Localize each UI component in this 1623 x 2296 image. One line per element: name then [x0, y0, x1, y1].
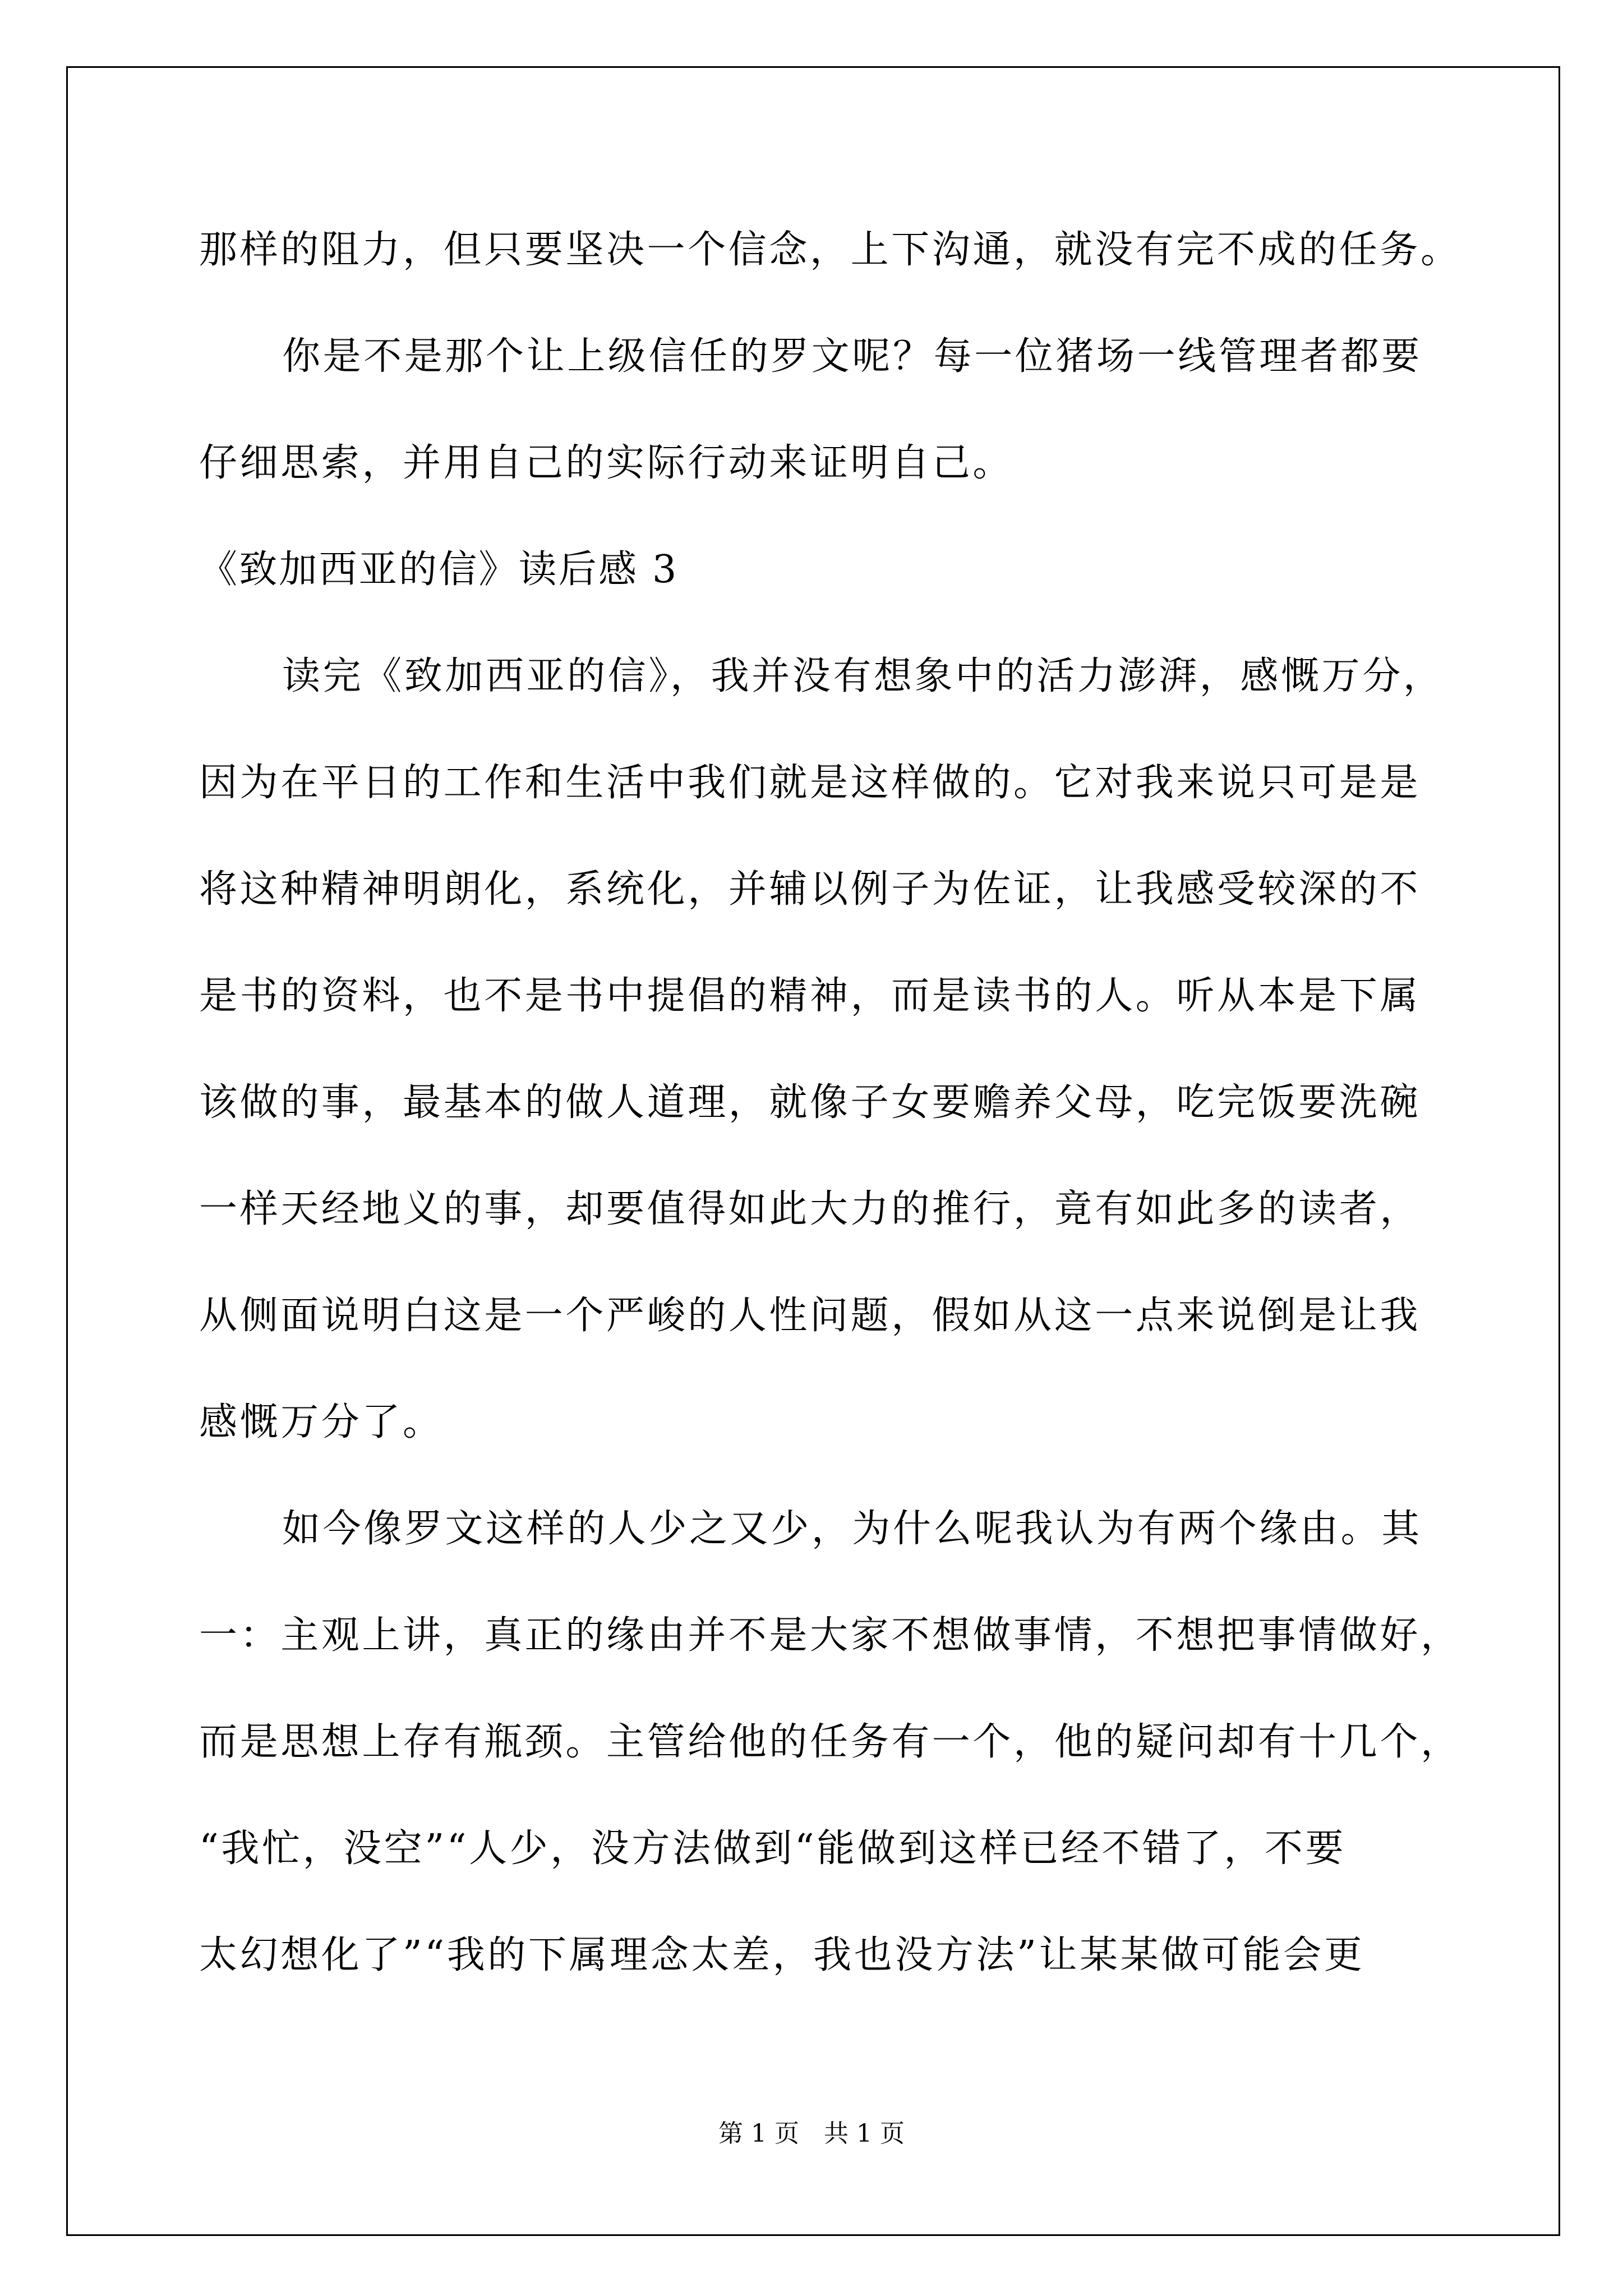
- paragraph-line: 如今像罗文这样的人少之又少，为什么呢我认为有两个缘由。其: [282, 1507, 1422, 1551]
- paragraph-line: 一样天经地义的事，却要值得如此大力的推行，竟有如此多的读者，: [199, 1187, 1421, 1231]
- paragraph-line: 而是思想上存有瓶颈。主管给他的任务有一个，他的疑问却有十几个，: [199, 1720, 1461, 1764]
- paragraph-line: 仔细思索，并用自己的实际行动来证明自己。: [199, 441, 1014, 485]
- paragraph-line: 该做的事，最基本的做人道理，就像子女要赡养父母，吃完饭要洗碗: [199, 1080, 1421, 1125]
- paragraph-line: 一：主观上讲，真正的缘由并不是大家不想做事情，不想把事情做好，: [199, 1613, 1461, 1658]
- paragraph-line: 将这种精神明朗化，系统化，并辅以例子为佐证，让我感受较深的不: [199, 867, 1421, 912]
- paragraph-line: 是书的资料，也不是书中提倡的精神，而是读书的人。听从本是下属: [199, 974, 1421, 1018]
- paragraph-line: 因为在平日的工作和生活中我们就是这样做的。它对我来说只可是是: [199, 761, 1421, 805]
- paragraph-line: 从侧面说明白这是一个严峻的人性问题，假如从这一点来说倒是让我: [199, 1294, 1421, 1338]
- paragraph-line: “我忙，没空”“人少，没方法做到“能做到这样已经不错了，不要: [199, 1826, 1347, 1871]
- paragraph-line: 太幻想化了”“我的下属理念太差，我也没方法”让某某做可能会更: [199, 1933, 1365, 1977]
- section-heading: 《致加西亚的信》读后感 3: [199, 547, 679, 592]
- page-number-footer: 第 1 页 共 1 页: [718, 2119, 905, 2148]
- paragraph-line: 那样的阻力，但只要坚决一个信念，上下沟通，就没有完不成的任务。: [199, 228, 1461, 272]
- paragraph-line: 感慨万分了。: [199, 1400, 444, 1444]
- page-border: [66, 66, 1560, 2236]
- paragraph-line: 你是不是那个让上级信任的罗文呢？每一位猪场一线管理者都要: [282, 334, 1422, 379]
- paragraph-line: 读完《致加西亚的信》，我并没有想象中的活力澎湃，感慨万分，: [282, 654, 1444, 698]
